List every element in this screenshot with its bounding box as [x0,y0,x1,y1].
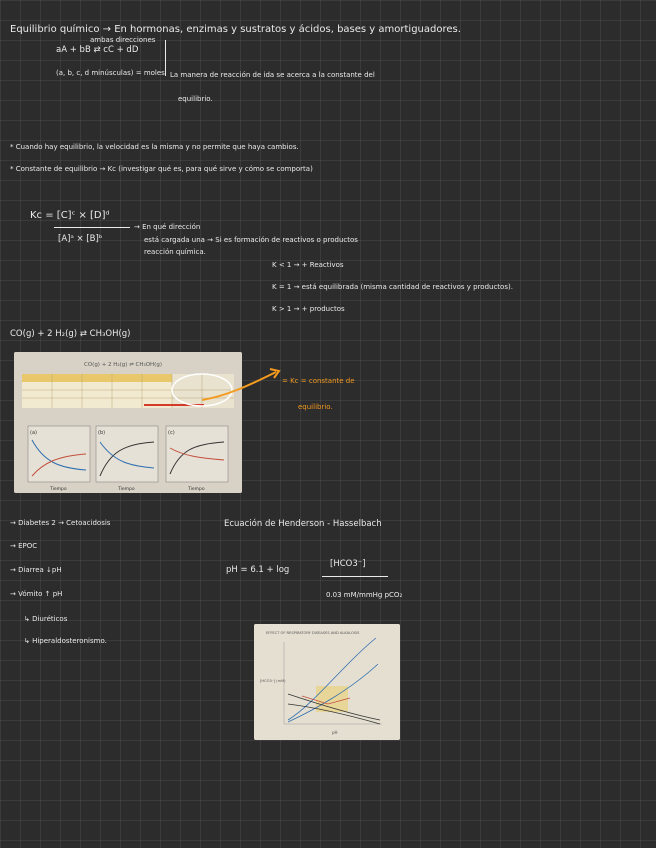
note-kc: * Constante de equilibrio → Kc (investigar qué es, para qué sirve y cómo se comporta) [10,165,313,173]
methanol-reaction: CO(g) + 2 H₂(g) ⇄ CH₃OH(g) [10,329,131,339]
photo2-axis-y: [HCO3⁻] (mM) [260,679,286,683]
photo1-axis-a: Tiempo [50,487,67,492]
list-item-diureticos: ↳ Diuréticos [24,615,68,623]
kc-note-2: está cargada una → Si es formación de reactivos o productos [144,236,358,244]
kc-case-equal: K = 1 → está equilibrada (misma cantidad de reactivos y productos). [272,283,513,291]
reaction-direction-label: ambas direcciones [90,36,156,44]
henderson-title: Ecuación de Henderson - Hasselbach [224,519,382,529]
photo1-axis-b: Tiempo [118,487,135,492]
henderson-numerator: [HCO3⁻] [330,559,366,569]
photo2-axis-x: pH [332,730,338,735]
list-item-diarrea: → Diarrea ↓pH [10,566,62,574]
list-item-hiperaldosteronismo: ↳ Hiperaldosteronismo. [24,637,107,645]
photo1-panel-label-a: (a) [30,430,37,436]
kc-note-3: reacción química. [144,248,206,256]
kc-numerator: Kc = [C]ᶜ × [D]ᵈ [30,210,110,221]
henderson-lhs: pH = 6.1 + log [226,565,290,575]
photo1-caption: CO(g) + 2 H₂(g) ⇌ CH₃OH(g) [84,362,162,368]
kc-denominator: [A]ᵃ × [B]ᵇ [58,234,103,244]
photo2-caption: EFFECT OF RESPIRATORY DISEASES AND ALKALOSIS [266,631,360,635]
photo1-panel-label-c: (c) [168,430,175,436]
note-equilibrium-velocity: * Cuando hay equilibrio, la velocidad es la misma y no permite que haya cambios. [10,143,299,151]
list-item-vomito: → Vómito ↑ pH [10,590,63,598]
kc-constant-note-2: equilibrio. [298,403,333,411]
kc-case-less: K < 1 → + Reactivos [272,261,344,269]
henderson-fraction-bar [322,576,388,577]
kc-constant-note-1: = Kc = constante de [282,377,355,385]
bracket-line [165,40,166,76]
bicarbonate-ph-figure [254,624,400,740]
bracket-note-line-2: equilibrio. [178,95,213,103]
bracket-note-line-1: La manera de reacción de ida se acerca a la constante del [170,71,375,79]
lowercase-note: (a, b, c, d minúsculas) = moles [56,69,165,77]
orange-arrow [200,366,284,406]
page-title: Equilibrio químico → En hormonas, enzimas y sustratos y ácidos, bases y amortiguadores. [10,24,461,35]
photo1-axis-c: Tiempo [188,487,205,492]
general-reaction: aA + bB ⇄ cC + dD [56,45,139,55]
bicarbonate-ph-photo [254,624,400,740]
kc-case-greater: K > 1 → + productos [272,305,345,313]
list-item-diabetes: → Diabetes 2 → Cetoacidosis [10,519,111,527]
henderson-denominator: 0.03 mM/mmHg pCO₂ [326,591,403,599]
list-item-epoc: → EPOC [10,542,38,550]
kc-fraction-bar [54,227,130,228]
photo1-panel-label-b: (b) [98,430,106,436]
kc-note-1: → En qué dirección [134,223,201,231]
